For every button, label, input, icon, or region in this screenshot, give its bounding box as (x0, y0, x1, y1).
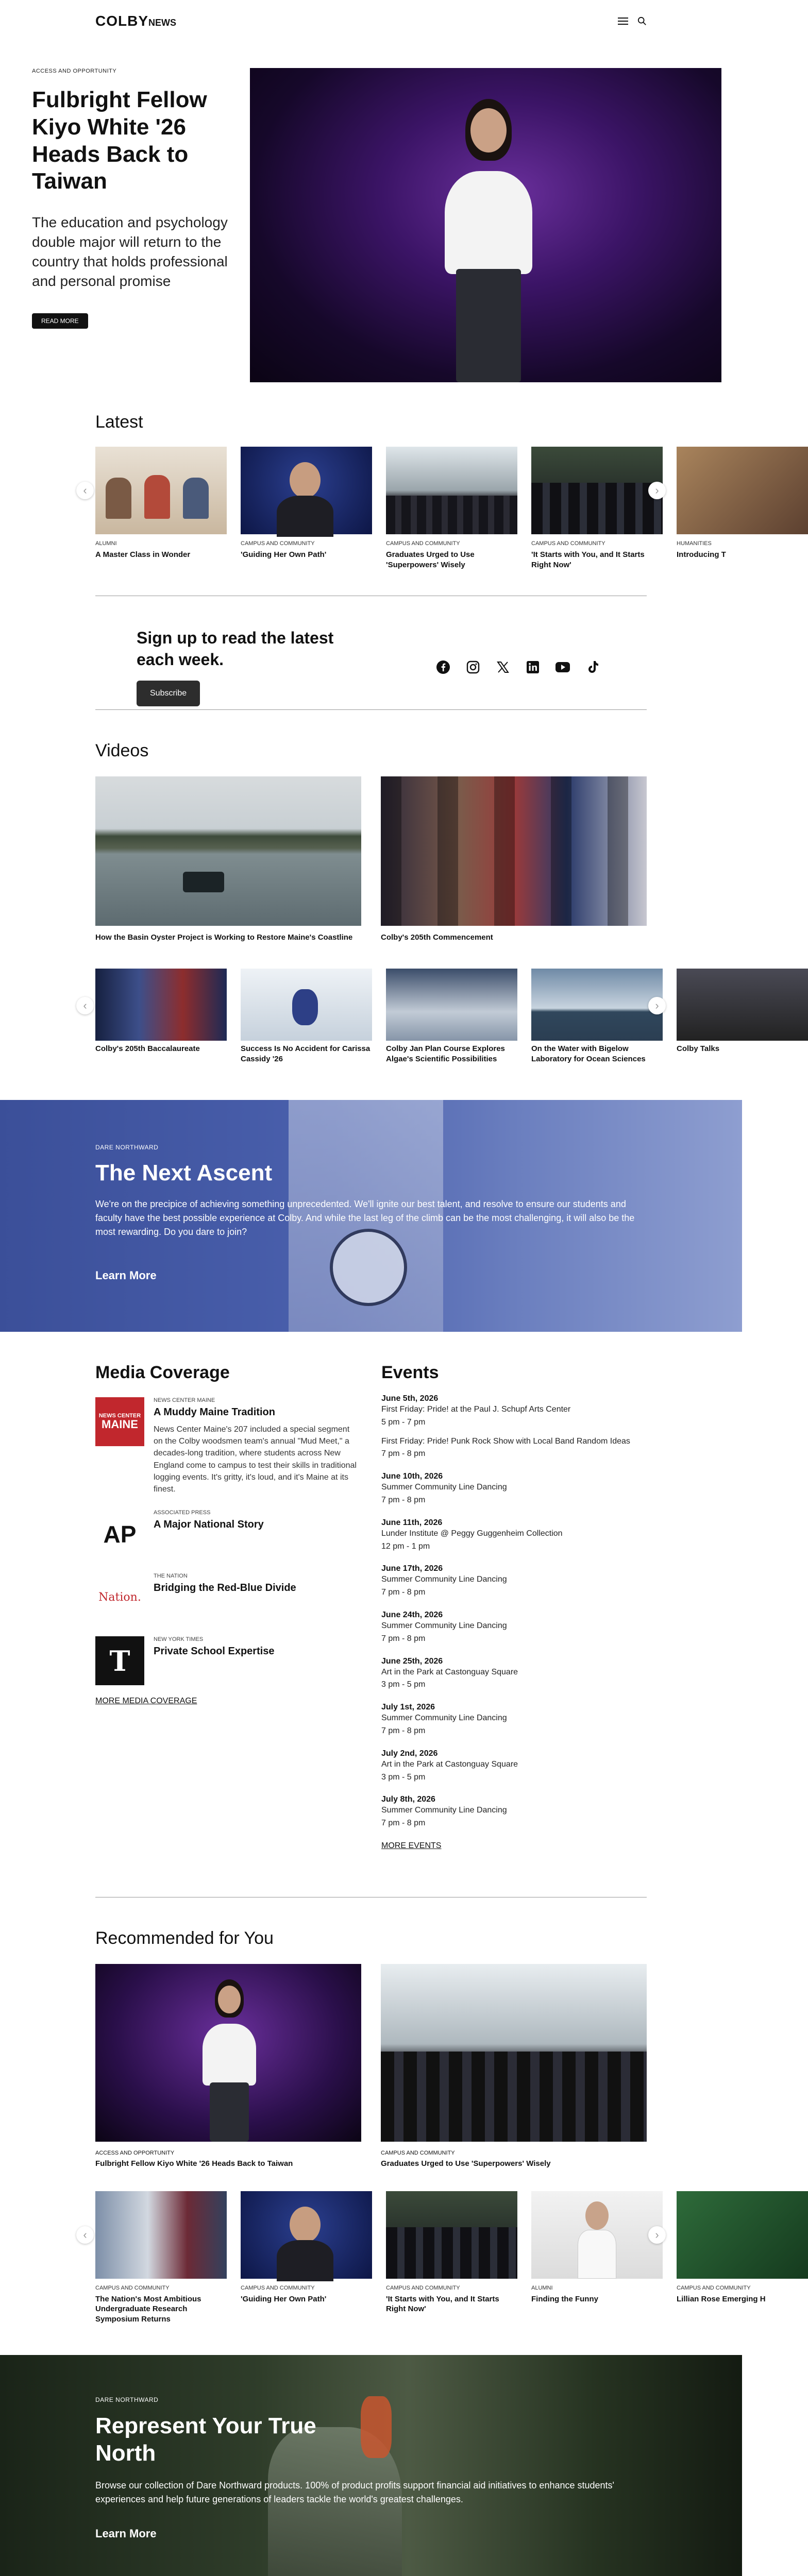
story-category[interactable]: ALUMNI (531, 2284, 553, 2291)
video-card[interactable] (95, 969, 227, 1064)
event-date: June 5th, 2026 (381, 1394, 439, 1403)
event-day[interactable] (381, 1394, 647, 1461)
chevron-left-icon[interactable]: ‹ (76, 482, 94, 499)
event-day[interactable] (381, 1472, 647, 1507)
banner-body: Browse our collection of Dare Northward products. 100% of product profits support financial aid initiatives to enhance students' experiences and help future generations of leaders tackle the world's greatest challenges. (95, 2480, 614, 2505)
video-title[interactable]: Colby's 205th Baccalaureate (95, 1044, 200, 1053)
video-title[interactable]: Success Is No Accident for Carissa Cassidy '26 (241, 1044, 371, 1063)
video-title[interactable]: Colby Talks (677, 1044, 720, 1053)
story-category[interactable]: CAMPUS AND COMMUNITY (386, 540, 460, 547)
logo-news: NEWS (148, 18, 176, 28)
recommended-title: Recommended for You (95, 1928, 274, 1948)
media-item[interactable] (95, 1573, 361, 1622)
event-name[interactable]: First Friday: Pride! at the Paul J. Schupf Arts Center (381, 1405, 571, 1414)
chevron-left-icon[interactable]: ‹ (76, 997, 94, 1014)
story-category[interactable]: ALUMNI (95, 540, 117, 547)
video-feature[interactable] (381, 776, 647, 943)
event-name[interactable]: Summer Community Line Dancing (381, 1806, 507, 1815)
story-title[interactable]: The Nation's Most Ambitious Undergraduate Research Symposium Returns (95, 2294, 201, 2324)
event-name[interactable]: Summer Community Line Dancing (381, 1483, 507, 1492)
video-thumbnail (381, 776, 647, 926)
event-day[interactable] (381, 1657, 647, 1692)
read-more-button[interactable]: READ MORE (32, 313, 88, 329)
event-date: June 25th, 2026 (381, 1656, 443, 1666)
hero-category[interactable]: ACCESS AND OPPORTUNITY (32, 68, 117, 74)
event-date: July 1st, 2026 (381, 1703, 435, 1712)
media-item[interactable] (95, 1636, 361, 1685)
banner-kicker: DARE NORTHWARD (95, 1144, 159, 1151)
newsletter-text (137, 628, 353, 706)
event-date: July 8th, 2026 (381, 1795, 435, 1804)
event-day[interactable] (381, 1564, 647, 1599)
media-events-section (95, 1363, 647, 1851)
recommended-carousel (0, 2191, 766, 2325)
media-title[interactable]: Private School Expertise (154, 1646, 275, 1657)
story-title[interactable]: Introducing T (677, 550, 726, 559)
event-day[interactable] (381, 1749, 647, 1784)
story-card[interactable] (241, 2191, 372, 2325)
video-feature[interactable] (95, 776, 361, 943)
video-card[interactable] (386, 969, 517, 1064)
story-card[interactable] (531, 2191, 663, 2325)
video-thumbnail (241, 969, 372, 1041)
more-events-link[interactable]: MORE EVENTS (381, 1841, 442, 1850)
story-category[interactable]: CAMPUS AND COMMUNITY (241, 2284, 315, 2291)
story-thumbnail (386, 2191, 517, 2279)
recommended-section (0, 1928, 766, 2325)
video-card[interactable] (531, 969, 663, 1064)
dare-northward-banner (0, 2355, 742, 2576)
story-thumbnail (677, 2191, 808, 2279)
event-name[interactable]: First Friday: Pride! Punk Rock Show with Local Band Random Ideas (381, 1436, 630, 1446)
event-time: 7 pm - 8 pm (381, 1634, 426, 1643)
story-thumbnail (241, 2191, 372, 2279)
video-thumbnail (95, 969, 227, 1041)
newsletter-signup (95, 596, 647, 709)
story-card-featured[interactable] (95, 1964, 361, 2168)
learn-more-link[interactable]: Learn More (95, 1269, 157, 1282)
event-name[interactable]: Lunder Institute @ Peggy Guggenheim Collection (381, 1529, 563, 1538)
event-time: 7 pm - 8 pm (381, 1726, 426, 1735)
banner-title: The Next Ascent (95, 1160, 273, 1185)
media-coverage (95, 1363, 361, 1851)
event-name[interactable]: Summer Community Line Dancing (381, 1621, 507, 1630)
story-thumbnail (95, 447, 227, 534)
story-thumbnail (677, 447, 808, 534)
social-links (435, 659, 600, 675)
banner-content (95, 1144, 647, 1282)
media-source: NEW YORK TIMES (154, 1636, 204, 1643)
video-thumbnail (677, 969, 808, 1041)
nyt-logo: T (95, 1636, 144, 1685)
video-thumbnail (386, 969, 517, 1041)
menu-icon[interactable] (618, 18, 628, 25)
media-body: News Center Maine's 207 included a special segment on the Colby woodsmen team's annual "Mud Meet," a decades-long tradition, where students across New England come to campus to test their skills in traditional logging events. It's gritty, it's loud, and it's Maine at its finest. (154, 1425, 357, 1494)
linkedin-icon[interactable] (525, 659, 541, 675)
event-day[interactable] (381, 1611, 647, 1646)
news-center-maine-logo: NEWS CENTER MAINE (95, 1397, 144, 1446)
latest-carousel (0, 447, 742, 570)
media-coverage-title: Media Coverage (95, 1363, 230, 1382)
story-thumbnail (241, 447, 372, 534)
instagram-icon[interactable] (465, 659, 481, 675)
story-title[interactable]: Fulbright Fellow Kiyo White '26 Heads Back to Taiwan (95, 2159, 293, 2168)
hero-text (32, 68, 238, 393)
story-category[interactable]: CAMPUS AND COMMUNITY (95, 2284, 170, 2291)
event-time: 3 pm - 5 pm (381, 1772, 426, 1782)
video-title[interactable]: How the Basin Oyster Project is Working to Restore Maine's Coastline (95, 933, 353, 942)
facebook-icon[interactable] (435, 659, 451, 675)
story-card[interactable] (95, 2191, 227, 2325)
event-date: June 10th, 2026 (381, 1472, 443, 1481)
videos-title: Videos (95, 741, 149, 760)
event-day[interactable] (381, 1518, 647, 1553)
story-title[interactable]: Finding the Funny (531, 2294, 598, 2303)
banner-body: We're on the precipice of achieving something unprecedented. We'll ignite our best talent, and resolve to ensure our students and faculty have the best possible experience at Colby. And while the last leg of the climb can be the most challenging, it will also be the most rewarding. Do you dare to join? (95, 1199, 635, 1237)
media-title[interactable]: A Major National Story (154, 1519, 264, 1531)
story-card[interactable] (241, 447, 372, 570)
search-icon[interactable] (637, 16, 647, 26)
story-thumbnail (95, 1964, 361, 2142)
event-date: July 2nd, 2026 (381, 1749, 438, 1758)
story-title[interactable]: Lillian Rose Emerging H (677, 2294, 766, 2303)
header-actions (618, 16, 647, 26)
hero-title[interactable]: Fulbright Fellow Kiyo White '26 Heads Back to Taiwan (32, 87, 207, 194)
subscribe-button[interactable]: Subscribe (137, 681, 200, 706)
video-card[interactable] (677, 969, 808, 1064)
youtube-icon[interactable] (555, 659, 570, 675)
story-card[interactable] (386, 2191, 517, 2325)
event-day[interactable] (381, 1795, 647, 1830)
story-title[interactable]: A Master Class in Wonder (95, 550, 191, 559)
dare-northward-banner (0, 1100, 742, 1332)
colby-news-logo[interactable] (95, 13, 176, 29)
story-title[interactable]: Graduates Urged to Use 'Superpowers' Wisely (381, 2159, 551, 2168)
banner-content (95, 2396, 647, 2540)
story-title[interactable]: 'It Starts with You, and It Starts Right Now' (531, 550, 645, 569)
banner-kicker: DARE NORTHWARD (95, 2396, 159, 2404)
event-name[interactable]: Art in the Park at Castonguay Square (381, 1759, 518, 1769)
story-title[interactable]: Graduates Urged to Use 'Superpowers' Wisely (386, 550, 475, 569)
divider (95, 709, 647, 710)
media-title[interactable]: Bridging the Red-Blue Divide (154, 1582, 296, 1594)
newsletter-heading: Sign up to read the latest each week. (137, 628, 334, 669)
event-date: June 17th, 2026 (381, 1564, 443, 1573)
event-time: 5 pm - 7 pm (381, 1417, 426, 1427)
latest-section (0, 412, 742, 570)
latest-title: Latest (95, 412, 143, 432)
hero-deck: The education and psychology double major will return to the country that holds professional and personal promise (32, 214, 228, 289)
ap-logo: AP (103, 1520, 137, 1548)
media-item[interactable] (95, 1397, 361, 1495)
event-date: June 24th, 2026 (381, 1610, 443, 1619)
event-name[interactable]: Summer Community Line Dancing (381, 1714, 507, 1723)
story-title[interactable]: 'Guiding Her Own Path' (241, 550, 327, 559)
video-title[interactable]: Colby's 205th Commencement (381, 933, 493, 942)
video-card[interactable] (241, 969, 372, 1064)
story-card-featured[interactable] (381, 1964, 647, 2168)
the-nation-logo: Nation. (98, 1591, 141, 1604)
events (381, 1363, 647, 1851)
event-name[interactable]: Art in the Park at Castonguay Square (381, 1667, 518, 1676)
site-header (0, 0, 742, 42)
hero-image[interactable] (250, 68, 721, 382)
event-day[interactable] (381, 1703, 647, 1738)
event-time: 12 pm - 1 pm (381, 1541, 430, 1551)
story-category[interactable]: CAMPUS AND COMMUNITY (381, 2149, 455, 2156)
story-thumbnail (531, 447, 663, 534)
tiktok-icon[interactable] (585, 659, 600, 675)
chevron-right-icon[interactable]: › (648, 2226, 666, 2244)
story-title[interactable]: 'Guiding Her Own Path' (241, 2294, 327, 2303)
event-time: 7 pm - 8 pm (381, 1819, 426, 1828)
event-time: 7 pm - 8 pm (381, 1449, 426, 1459)
chevron-right-icon[interactable]: › (648, 997, 666, 1014)
story-title[interactable]: 'It Starts with You, and It Starts Right Now' (386, 2294, 499, 2314)
story-category[interactable]: CAMPUS AND COMMUNITY (386, 2284, 460, 2291)
learn-more-link[interactable]: Learn More (95, 2527, 157, 2540)
chevron-left-icon[interactable]: ‹ (76, 2226, 94, 2244)
story-category[interactable]: CAMPUS AND COMMUNITY (241, 540, 315, 547)
story-category[interactable]: ACCESS AND OPPORTUNITY (95, 2149, 175, 2156)
video-thumbnail (531, 969, 663, 1041)
media-source: NEWS CENTER MAINE (154, 1397, 215, 1403)
event-date: June 11th, 2026 (381, 1518, 443, 1527)
banner-title: Represent Your True North (95, 2413, 316, 2466)
portrait-figure (420, 99, 554, 382)
video-title[interactable]: Colby Jan Plan Course Explores Algae's Scientific Possibilities (386, 1044, 505, 1063)
videos-carousel (0, 969, 742, 1064)
story-card[interactable] (95, 447, 227, 570)
media-source: THE NATION (154, 1573, 188, 1580)
event-name[interactable]: Summer Community Line Dancing (381, 1575, 507, 1584)
story-card[interactable] (531, 447, 663, 570)
logo-main: COLBY (95, 13, 148, 29)
more-media-coverage-link[interactable]: MORE MEDIA COVERAGE (95, 1697, 197, 1706)
story-card[interactable] (677, 2191, 808, 2325)
story-category[interactable]: HUMANITIES (677, 540, 712, 547)
story-thumbnail (95, 2191, 227, 2279)
story-thumbnail (386, 447, 517, 534)
events-title: Events (381, 1363, 439, 1382)
hero-story (0, 42, 742, 393)
event-time: 7 pm - 8 pm (381, 1588, 426, 1597)
story-thumbnail (531, 2191, 663, 2279)
story-card[interactable] (386, 447, 517, 570)
video-title[interactable]: On the Water with Bigelow Laboratory for Ocean Sciences (531, 1044, 646, 1063)
event-time: 3 pm - 5 pm (381, 1680, 426, 1689)
x-icon[interactable] (495, 659, 511, 675)
videos-section (0, 741, 742, 1064)
media-title[interactable]: A Muddy Maine Tradition (154, 1406, 275, 1418)
chevron-right-icon[interactable]: › (648, 482, 666, 499)
story-category[interactable]: CAMPUS AND COMMUNITY (531, 540, 605, 547)
event-time: 7 pm - 8 pm (381, 1495, 426, 1504)
story-category[interactable]: CAMPUS AND COMMUNITY (677, 2284, 751, 2291)
media-source: ASSOCIATED PRESS (154, 1510, 211, 1516)
story-card[interactable] (677, 447, 808, 570)
video-thumbnail (95, 776, 361, 926)
media-item[interactable] (95, 1510, 361, 1558)
story-thumbnail (381, 1964, 647, 2142)
